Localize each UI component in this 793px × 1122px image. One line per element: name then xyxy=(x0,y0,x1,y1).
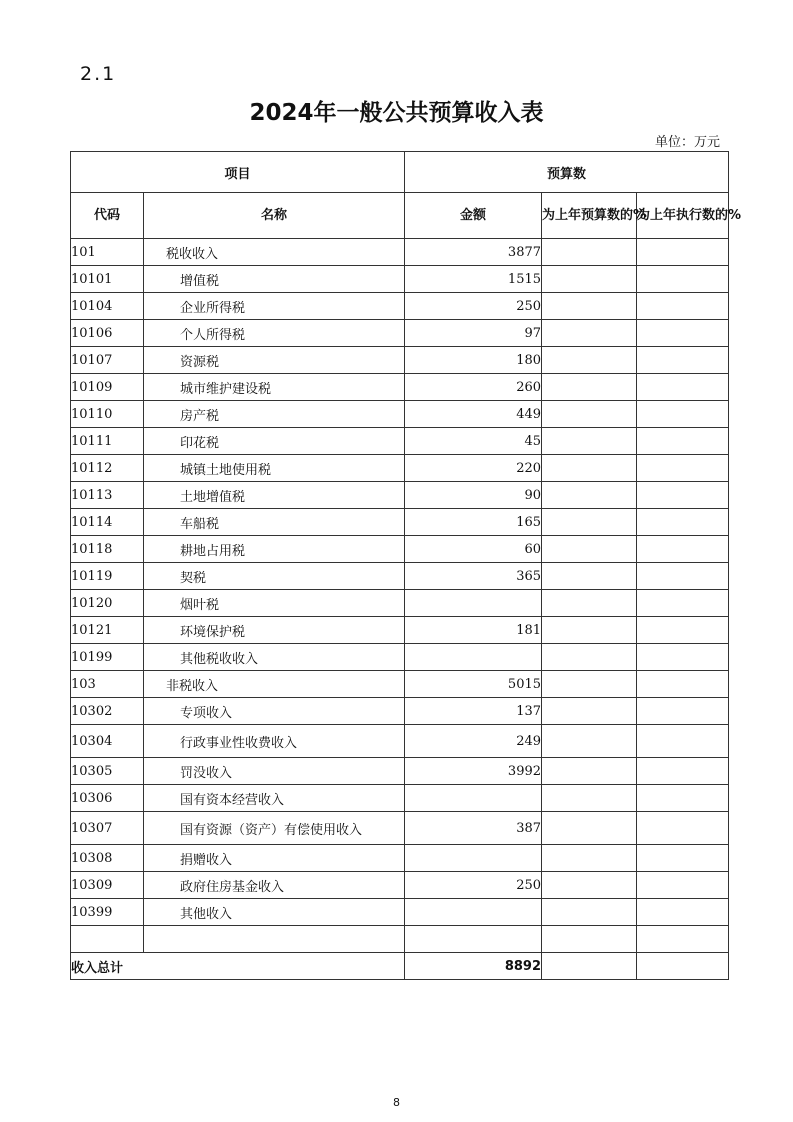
row-name: 房产税 xyxy=(144,401,405,428)
row-code: 10109 xyxy=(71,374,144,401)
row-amount xyxy=(405,644,542,671)
row-pct-prev-budget xyxy=(542,482,637,509)
row-name: 行政事业性收费收入 xyxy=(144,725,405,758)
table-row xyxy=(71,644,729,671)
row-amount: 250 xyxy=(405,872,542,899)
row-amount: 1515 xyxy=(405,266,542,293)
row-amount: 137 xyxy=(405,698,542,725)
row-pct-prev-budget xyxy=(542,725,637,758)
table-row xyxy=(71,698,729,725)
table-row xyxy=(71,293,729,320)
row-pct-prev-exec xyxy=(637,455,729,482)
row-code: 10120 xyxy=(71,590,144,617)
row-pct-prev-exec xyxy=(637,428,729,455)
total-amount: 8892 xyxy=(405,953,542,980)
row-amount: 260 xyxy=(405,374,542,401)
row-code: 10399 xyxy=(71,899,144,926)
table-row xyxy=(71,725,729,758)
row-code: 10111 xyxy=(71,428,144,455)
row-name: 政府住房基金收入 xyxy=(144,872,405,899)
row-pct-prev-exec xyxy=(637,347,729,374)
row-pct-prev-budget xyxy=(542,698,637,725)
row-code: 10119 xyxy=(71,563,144,590)
row-name xyxy=(144,926,405,953)
row-pct-prev-budget xyxy=(542,266,637,293)
row-amount: 45 xyxy=(405,428,542,455)
row-pct-prev-exec xyxy=(637,590,729,617)
row-amount xyxy=(405,845,542,872)
row-name: 国有资本经营收入 xyxy=(144,785,405,812)
row-name: 土地增值税 xyxy=(144,482,405,509)
row-name: 城镇土地使用税 xyxy=(144,455,405,482)
table-row xyxy=(71,845,729,872)
total-pct-prev-exec xyxy=(637,953,729,980)
row-code: 10309 xyxy=(71,872,144,899)
row-name: 捐赠收入 xyxy=(144,845,405,872)
row-name: 税收收入 xyxy=(144,239,405,266)
table-row xyxy=(71,671,729,698)
table-row xyxy=(71,374,729,401)
row-pct-prev-budget xyxy=(542,758,637,785)
row-pct-prev-budget xyxy=(542,347,637,374)
row-amount: 220 xyxy=(405,455,542,482)
row-pct-prev-budget xyxy=(542,785,637,812)
row-code: 10199 xyxy=(71,644,144,671)
row-name: 印花税 xyxy=(144,428,405,455)
row-amount xyxy=(405,785,542,812)
row-pct-prev-exec xyxy=(637,671,729,698)
row-pct-prev-budget xyxy=(542,590,637,617)
row-code: 10118 xyxy=(71,536,144,563)
row-pct-prev-exec xyxy=(637,785,729,812)
table-row xyxy=(71,320,729,347)
row-code: 10305 xyxy=(71,758,144,785)
row-pct-prev-budget xyxy=(542,428,637,455)
row-pct-prev-exec xyxy=(637,725,729,758)
row-name: 罚没收入 xyxy=(144,758,405,785)
row-pct-prev-budget xyxy=(542,644,637,671)
row-pct-prev-exec xyxy=(637,644,729,671)
table-row xyxy=(71,401,729,428)
row-pct-prev-exec xyxy=(637,482,729,509)
table-row xyxy=(71,926,729,953)
row-code: 10302 xyxy=(71,698,144,725)
row-amount: 165 xyxy=(405,509,542,536)
unit-label: 单位：万元 xyxy=(654,135,720,150)
row-amount: 365 xyxy=(405,563,542,590)
table-row xyxy=(71,347,729,374)
row-pct-prev-budget xyxy=(542,320,637,347)
row-amount: 97 xyxy=(405,320,542,347)
row-pct-prev-exec xyxy=(637,509,729,536)
row-name: 国有资源（资产）有偿使用收入 xyxy=(144,812,405,845)
total-label: 收入总计 xyxy=(71,953,405,980)
row-code: 10113 xyxy=(71,482,144,509)
table-body xyxy=(71,239,729,953)
row-name: 城市维护建设税 xyxy=(144,374,405,401)
row-code: 10306 xyxy=(71,785,144,812)
table-row xyxy=(71,590,729,617)
row-code: 10107 xyxy=(71,347,144,374)
row-code: 10104 xyxy=(71,293,144,320)
row-pct-prev-exec xyxy=(637,899,729,926)
row-amount: 180 xyxy=(405,347,542,374)
row-amount: 60 xyxy=(405,536,542,563)
row-code: 10101 xyxy=(71,266,144,293)
table-row xyxy=(71,617,729,644)
row-code: 10112 xyxy=(71,455,144,482)
row-pct-prev-budget xyxy=(542,812,637,845)
row-amount: 449 xyxy=(405,401,542,428)
row-code: 10110 xyxy=(71,401,144,428)
row-pct-prev-budget xyxy=(542,536,637,563)
row-pct-prev-exec xyxy=(637,239,729,266)
row-pct-prev-exec xyxy=(637,293,729,320)
row-pct-prev-budget xyxy=(542,455,637,482)
row-amount: 249 xyxy=(405,725,542,758)
row-pct-prev-exec xyxy=(637,401,729,428)
header-name: 名称 xyxy=(144,193,405,239)
page-title: 2024年一般公共预算收入表 xyxy=(249,100,544,126)
row-pct-prev-exec xyxy=(637,812,729,845)
row-name: 耕地占用税 xyxy=(144,536,405,563)
table-row xyxy=(71,899,729,926)
total-row xyxy=(71,953,729,980)
table-row xyxy=(71,482,729,509)
row-pct-prev-exec xyxy=(637,266,729,293)
row-pct-prev-exec xyxy=(637,872,729,899)
row-code: 10304 xyxy=(71,725,144,758)
table-row xyxy=(71,239,729,266)
row-pct-prev-budget xyxy=(542,563,637,590)
row-amount: 3992 xyxy=(405,758,542,785)
row-pct-prev-exec xyxy=(637,617,729,644)
row-amount: 387 xyxy=(405,812,542,845)
row-amount: 5015 xyxy=(405,671,542,698)
row-code: 101 xyxy=(71,239,144,266)
row-name: 环境保护税 xyxy=(144,617,405,644)
row-pct-prev-budget xyxy=(542,872,637,899)
row-pct-prev-budget xyxy=(542,293,637,320)
section-number: 2.1 xyxy=(80,63,117,85)
header-budget: 预算数 xyxy=(405,152,729,193)
row-pct-prev-budget xyxy=(542,239,637,266)
row-pct-prev-exec xyxy=(637,926,729,953)
row-amount xyxy=(405,926,542,953)
row-name: 车船税 xyxy=(144,509,405,536)
row-name: 其他收入 xyxy=(144,899,405,926)
row-name: 其他税收收入 xyxy=(144,644,405,671)
row-pct-prev-exec xyxy=(637,845,729,872)
row-pct-prev-budget xyxy=(542,671,637,698)
table-row xyxy=(71,536,729,563)
row-amount: 181 xyxy=(405,617,542,644)
row-name: 个人所得税 xyxy=(144,320,405,347)
row-code xyxy=(71,926,144,953)
row-pct-prev-budget xyxy=(542,617,637,644)
row-pct-prev-exec xyxy=(637,536,729,563)
table-row xyxy=(71,428,729,455)
row-code: 10307 xyxy=(71,812,144,845)
header-pct-prev-budget: 为上年预算数的% xyxy=(542,193,637,239)
row-name: 契税 xyxy=(144,563,405,590)
table-row xyxy=(71,758,729,785)
table-row xyxy=(71,266,729,293)
row-pct-prev-exec xyxy=(637,698,729,725)
row-code: 10121 xyxy=(71,617,144,644)
row-pct-prev-budget xyxy=(542,845,637,872)
row-amount: 90 xyxy=(405,482,542,509)
budget-revenue-table xyxy=(70,151,742,980)
row-pct-prev-budget xyxy=(542,899,637,926)
table-row xyxy=(71,872,729,899)
header-pct-prev-exec: 为上年执行数的% xyxy=(637,193,729,239)
row-name: 资源税 xyxy=(144,347,405,374)
row-code: 10308 xyxy=(71,845,144,872)
row-name: 专项收入 xyxy=(144,698,405,725)
row-pct-prev-exec xyxy=(637,563,729,590)
table-row xyxy=(71,785,729,812)
row-code: 10106 xyxy=(71,320,144,347)
header-code: 代码 xyxy=(71,193,144,239)
row-amount xyxy=(405,899,542,926)
row-amount xyxy=(405,590,542,617)
header-project: 项目 xyxy=(71,152,405,193)
row-amount: 250 xyxy=(405,293,542,320)
header-amount: 金额 xyxy=(405,193,542,239)
row-code: 10114 xyxy=(71,509,144,536)
row-pct-prev-exec xyxy=(637,758,729,785)
table-row xyxy=(71,455,729,482)
page-number: 8 xyxy=(393,1096,400,1109)
row-amount: 3877 xyxy=(405,239,542,266)
row-pct-prev-budget xyxy=(542,509,637,536)
row-name: 企业所得税 xyxy=(144,293,405,320)
table-row xyxy=(71,563,729,590)
row-pct-prev-exec xyxy=(637,374,729,401)
row-code: 103 xyxy=(71,671,144,698)
total-pct-prev-budget xyxy=(542,953,637,980)
row-pct-prev-budget xyxy=(542,374,637,401)
row-name: 非税收入 xyxy=(144,671,405,698)
row-name: 增值税 xyxy=(144,266,405,293)
row-pct-prev-budget xyxy=(542,926,637,953)
row-name: 烟叶税 xyxy=(144,590,405,617)
row-pct-prev-exec xyxy=(637,320,729,347)
table-row xyxy=(71,812,729,845)
row-pct-prev-budget xyxy=(542,401,637,428)
table-row xyxy=(71,509,729,536)
